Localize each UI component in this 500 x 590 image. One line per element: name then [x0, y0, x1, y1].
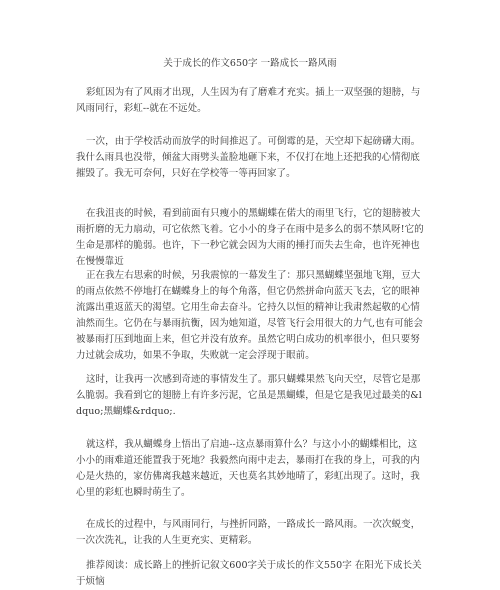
paragraph-7: 在成长的过程中，与风雨同行，与挫折同路，一路成长一路风雨。一次次蜕变，一次次洗礼，让我的人生更充实、更精彩。 [76, 519, 421, 546]
paragraph-5: 这时，让我再一次感到奇迹的事情发生了。那只蝴蝶果然飞向天空，尽管它是那么脆弱。我看到它的翅膀上有许多污泥，它虽是黑蝴蝶，但是它是我见过最美的&ldquo;黑蝴蝶&rdquo;. [76, 374, 422, 417]
paragraph-1: 彩虹因为有了风雨才出现，人生因为有了磨难才充实。插上一双坚强的翅膀，与风雨同行，彩虹--就在不远处。 [76, 87, 421, 114]
paragraph-4: 正在我左右思索的时候，另我震惊的一幕发生了：那只黑蝴蝶坚强地飞翔，豆大的雨点依然不停地打在蝴蝶身上的每个角落，但它仍然拼命向蓝天飞去，它的眼神流露出重返蓝天的渴望。它用生命去奋斗。它持久以恒的精神让我肃然起敬的心情油然而生。它仍在与暴雨抗衡，因为她知道，尽管飞行会用很大的力气,也有可能会被暴雨打压到地面上来，但它并没有放弃。虽然它明白成功的机率很小，但只要努力过就会成功，如果不争取，失败就一定会浮现于眼前。 [76, 270, 423, 361]
paragraph-8-recommended-reading: 推荐阅读：成长路上的挫折记叙文600字关于成长的作文550字 在阳光下成长关于烦恼 [76, 560, 422, 587]
paragraph-3: 在我沮丧的时候，看到前面有只瘦小的黑蝴蝶在偌大的雨里飞行，它的翅膀被大雨折磨的无力扇动，可它依然飞着。它小小的身子在雨中是多么的弱不禁风呀!它的生命是那样的脆弱。也许，下一秒它就会因为大雨的捶打而失去生命，也许死神也在慢慢靠近 [76, 208, 424, 267]
paragraph-6: 就这样，我从蝴蝶身上悟出了启迪--这点暴雨算什么？与这小小的蝴蝶相比，这小小的雨难道还能置我于死地？我毅然向雨中走去，暴雨打在我的身上，可我的内心是火热的，家仿佛离我越来越近，天也莫名其妙地晴了，彩虹出现了。这时，我心里的彩虹也瞬时萌生了。 [76, 439, 420, 498]
paragraph-2: 一次，由于学校活动而放学的时间推迟了。可倒霉的是，天空却下起磅礴大雨。我什么雨具也没带，倾盆大雨劈头盖脸地砸下来，不仅打在地上还把我的心情彻底摧毁了。我无可奈何，只好在学校等一等再回家了。 [76, 136, 421, 179]
article-title: 关于成长的作文650字 一路成长一路风雨 [163, 58, 337, 69]
